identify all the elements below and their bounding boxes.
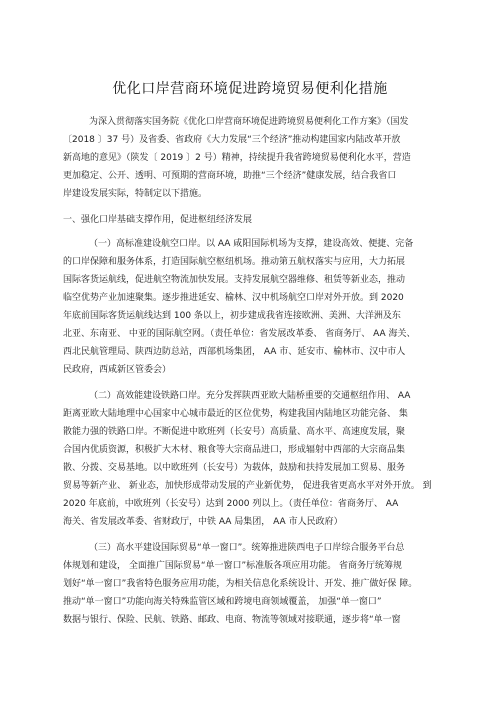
body-line: 的口岸保障和服务体系，打造国际航空枢纽机场。推动第五航权落实与应用，大力拓展	[63, 257, 406, 267]
body-line: 西北民航管理局、陕西边防总站，西部机场集团， AA 市、延安市、榆林市、汉中市人	[63, 347, 406, 357]
body-line: 划好“单一窗口”我省特色服务应用功能，为相关信息化系统设计、开发、推广做好保 障。	[63, 579, 418, 589]
body-line: （二）高效能建设铁路口岸。充分发挥陕西亚欧大陆桥重要的交通枢纽作用、 AA	[89, 391, 411, 401]
body-line: 贸易等新产业、 新业态，加快形成带动发展的产业新优势， 促进我省更高水平对外开放。 到	[63, 481, 432, 491]
section-heading: 一、强化口岸基础支撑作用，促进枢纽经济发展	[63, 215, 253, 225]
body-line: 更加稳定、公开、透明、可预期的营商环境，助推“三个经济”健康发展，结合我省口	[63, 171, 397, 181]
body-line: 距离亚欧大陆地理中心国家中心城市最近的区位优势，构建我国内陆地区功能完备、 集	[63, 409, 408, 419]
body-line: 北亚、东南亚、 中亚的国际航空网。（责任单位：省发展改革委、 省商务厅、 AA 海关、	[63, 329, 416, 339]
body-line: 散能力强的铁路口岸。不断促进中欧班列（长安号）高质量、高水平、高速度发展，聚	[63, 427, 406, 437]
body-line: （三）高水平建设国际贸易“单一窗口”。统筹推进陕西电子口岸综合服务平台总	[89, 543, 405, 553]
body-line: 〔2018 〕37 号）及省委、省政府《大力发展“三个经济”推动构建国家内陆改革开放	[63, 135, 401, 145]
body-line: 年底前国际客货运航线达到 100 条以上，初步建成我省连接欧洲、美洲、大洋洲及东	[63, 311, 401, 321]
body-line: （一）高标准建设航空口岸。以 AA 咸阳国际机场为支撑，建设高效、便捷、完备	[89, 239, 414, 249]
body-line: 为深入贯彻落实国务院《优化口岸营商环境促进跨境贸易便利化工作方案》（国发	[89, 117, 409, 127]
body-line: 数据与银行、保险、民航、铁路、邮政、电商、物流等领域对接联通，逐步将“单一窗	[63, 615, 401, 625]
body-line: 民政府，西咸新区管委会）	[63, 365, 172, 375]
body-line: 推动“单一窗口”功能向海关特殊监管区域和跨境电商领域覆盖， 加强“单一窗口”	[63, 597, 382, 607]
body-line: 新高地的意见》（陕发〔 2019 〕2 号）精神，持续提升我省跨境贸易便利化水平，营造	[63, 153, 411, 163]
body-line: 2020 年底前，中欧班列（长安号）达到 2000 列以上。（责任单位：省商务厅、 AA	[63, 499, 399, 509]
body-line: 临空优势产业加速聚集。逐步推进延安、榆林、汉中机场航空口岸对外开放。到 2020	[63, 293, 404, 303]
body-line: 散、分拨、交易基地。以中欧班列（长安号）为载体，鼓励和扶持发展加工贸易、服务	[63, 463, 406, 473]
body-line: 合国内优质资源，积极扩大木材、粮食等大宗商品进口，形成辐射中西部的大宗商品集	[63, 445, 406, 455]
body-line: 海关、省发展改革委、省财政厅，中铁 AA 局集团， AA 市人民政府）	[63, 517, 343, 527]
body-line: 体规划和建设， 全面推广国际贸易“单一窗口”标准版各项应用功能。 省商务厅统筹规	[63, 561, 403, 571]
document-title: 优化口岸营商环境促进跨境贸易便利化措施	[112, 81, 388, 97]
body-line: 国际客货运航线，促进航空物流加快发展。支持发展航空器维修、租赁等新业态，推动	[63, 275, 406, 285]
body-line: 岸建设发展实际，特制定以下措施。	[63, 189, 208, 199]
